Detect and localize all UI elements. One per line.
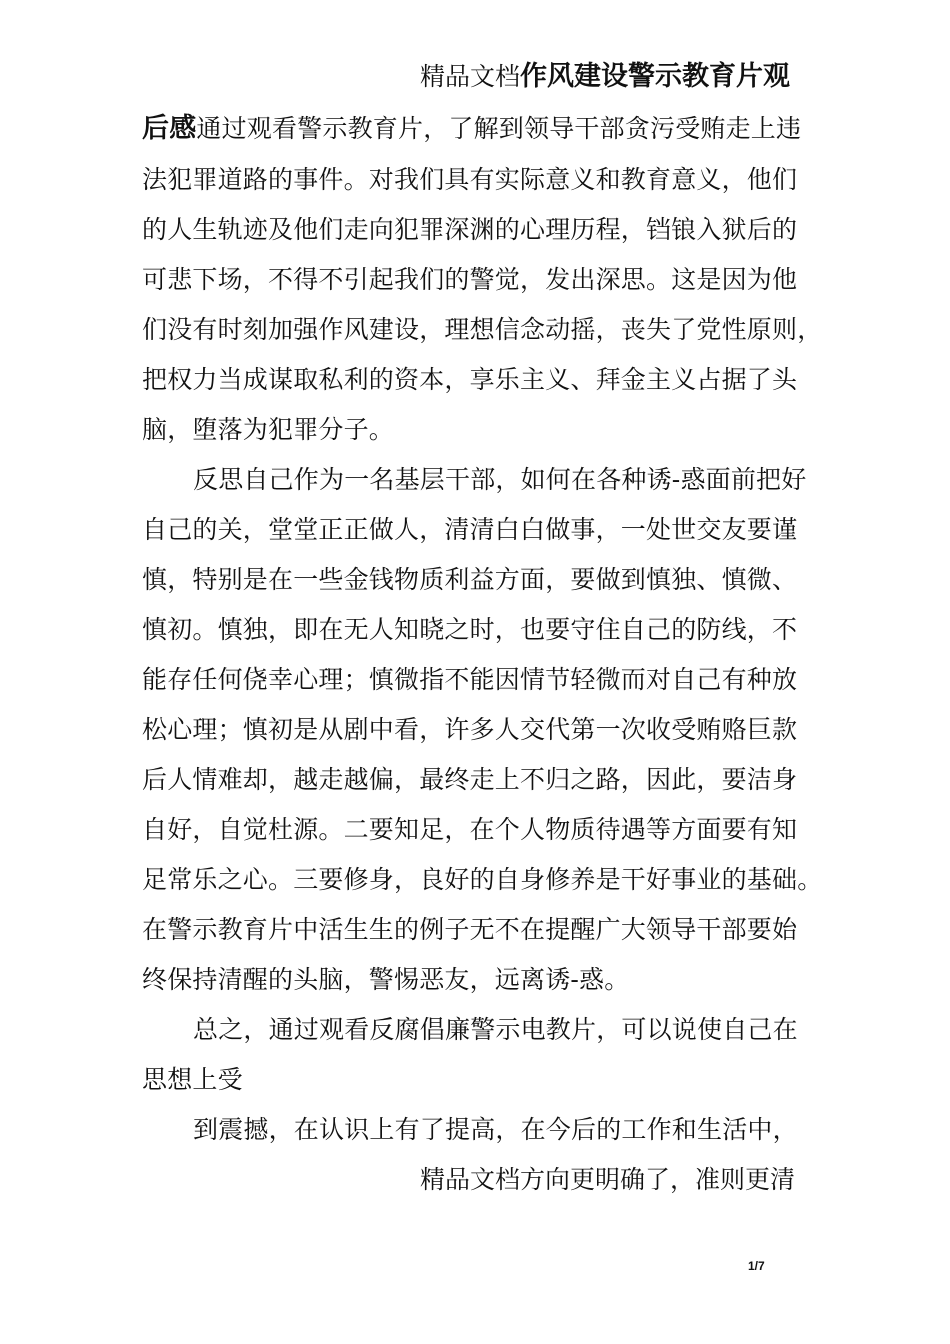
paragraph2-line: 在警示教育片中活生生的例子无不在提醒广大领导干部要始 (142, 915, 798, 944)
paragraph1-line: 脑，堕落为犯罪分子。 (142, 415, 395, 444)
document-title-continued: 后感 (142, 113, 197, 144)
paragraph3-line: 思想上受 (142, 1065, 243, 1094)
paragraph2-line: 自己的关，堂堂正正做人，清清白白做事，一处世交友要谨 (142, 515, 798, 544)
paragraph4-line2-text: 方向更明确了，准则更清 (520, 1165, 796, 1194)
paragraph3-line: 总之，通过观看反腐倡廉警示电教片，可以说使自己在 (193, 1015, 798, 1044)
page-number: 1/7 (748, 1259, 765, 1273)
paragraph1-line1 (142, 112, 801, 146)
paragraph4-line: 到震撼，在认识上有了提高，在今后的工作和生活中， (193, 1115, 798, 1144)
paragraph1-line: 的人生轨迹及他们走向犯罪深渊的心理历程，铛锒入狱后的 (142, 215, 798, 244)
paragraph2-line: 足常乐之心。三要修身，良好的自身修养是干好事业的基础。 (142, 865, 823, 894)
paragraph2-line: 慎初。慎独，即在无人知晓之时，也要守住自己的防线，不 (142, 615, 798, 644)
paragraph2-line: 终保持清醒的头脑，警惕恶友，远离诱-惑。 (142, 965, 630, 994)
paragraph1-line: 法犯罪道路的事件。对我们具有实际意义和教育意义，他们 (142, 165, 798, 194)
header-watermark: 精品文档 (420, 62, 521, 91)
paragraph2-line: 松心理；慎初是从剧中看，许多人交代第一次收受贿赂巨款 (142, 715, 798, 744)
paragraph1-line1-text: 通过观看警示教育片，了解到领导干部贪污受贿走上违 (196, 114, 802, 143)
paragraph2-line: 能存任何侥幸心理；慎微指不能因情节轻微而对自己有种放 (142, 665, 798, 694)
paragraph2-line: 慎，特别是在一些金钱物质利益方面，要做到慎独、慎微、 (142, 565, 798, 594)
paragraph1-line: 把权力当成谋取私利的资本，享乐主义、拜金主义占据了头 (142, 365, 798, 394)
paragraph1-line: 们没有时刻加强作风建设，理想信念动摇，丧失了党性原则， (142, 315, 823, 344)
header-line (420, 60, 790, 94)
paragraph2-line: 自好，自觉杜源。二要知足，在个人物质待遇等方面要有知 (142, 815, 798, 844)
paragraph2-line: 后人情难却，越走越偏，最终走上不归之路，因此，要洁身 (142, 765, 798, 794)
paragraph2-line: 反思自己作为一名基层干部，如何在各种诱-惑面前把好 (193, 465, 807, 494)
document-title: 作风建设警示教育片观 (520, 61, 791, 92)
paragraph4-line2 (420, 1163, 795, 1197)
footer-watermark: 精品文档 (420, 1165, 521, 1194)
paragraph1-line: 可悲下场，不得不引起我们的警觉，发出深思。这是因为他 (142, 265, 798, 294)
